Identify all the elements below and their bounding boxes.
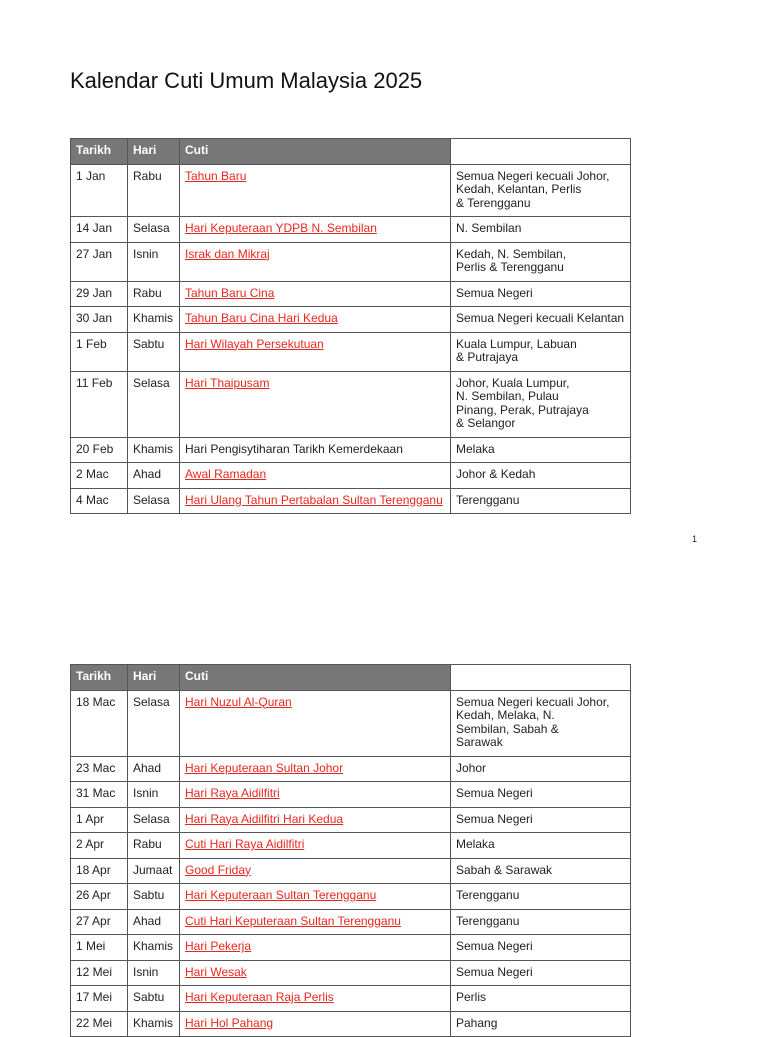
table-row	[71, 463, 631, 489]
date-text: 30 Jan	[76, 311, 113, 325]
cell-holiday	[180, 164, 451, 217]
states-text: Semua Negeri kecuali Johor, Kedah, Melaka, N. Sembilan, Sabah & Sarawak	[456, 694, 610, 749]
header-holiday: Cuti	[180, 665, 451, 691]
cell-holiday	[180, 437, 451, 463]
day-text: Jumaat	[133, 862, 173, 877]
holiday-link[interactable]: Cuti Hari Keputeraan Sultan Terengganu	[185, 913, 401, 928]
day-text: Selasa	[133, 375, 170, 390]
holiday-link[interactable]: Hari Wilayah Persekutuan	[185, 336, 324, 351]
cell-states	[451, 217, 631, 243]
header-date: Tarikh	[71, 665, 128, 691]
date-text: 20 Feb	[76, 441, 114, 456]
holiday-link[interactable]: Hari Keputeraan Raja Perlis	[185, 990, 334, 1004]
day-text: Rabu	[133, 285, 162, 300]
day-text: Khamis	[133, 939, 174, 953]
cell-day	[128, 884, 180, 910]
table-row	[71, 242, 631, 281]
date-text: 1 Feb	[76, 336, 107, 351]
date-text: 1 Apr	[76, 811, 105, 826]
page-title: Kalendar Cuti Umum Malaysia 2025	[70, 68, 423, 93]
cell-holiday	[180, 242, 451, 281]
states-text: Sabah & Sarawak	[456, 862, 553, 877]
states-text: Kedah, N. Sembilan, Perlis & Terengganu	[456, 246, 567, 274]
cell-date	[71, 807, 128, 833]
header-states	[451, 139, 631, 165]
cell-states	[451, 935, 631, 961]
holiday-link[interactable]: Hari Raya Aidilfitri	[185, 786, 280, 800]
day-text: Selasa	[133, 694, 170, 709]
cell-states	[451, 807, 631, 833]
cell-day	[128, 782, 180, 808]
date-text: 11 Feb	[76, 375, 113, 390]
cell-day	[128, 281, 180, 307]
cell-states	[451, 371, 631, 437]
table-row	[71, 884, 631, 910]
table-row	[71, 986, 631, 1012]
day-text: Khamis	[133, 1015, 174, 1030]
cell-day	[128, 488, 180, 514]
holiday-link[interactable]: Hari Hol Pahang	[185, 1015, 274, 1030]
table-row	[71, 833, 631, 859]
table-row	[71, 217, 631, 243]
date-text: 14 Jan	[76, 221, 113, 235]
header-day: Hari	[128, 665, 180, 691]
table-row	[71, 858, 631, 884]
holiday-link[interactable]: Hari Wesak	[185, 964, 247, 979]
holiday-table-1	[70, 138, 631, 514]
date-text: 2 Mac	[76, 467, 109, 481]
day-text: Selasa	[133, 492, 170, 507]
cell-holiday	[180, 909, 451, 935]
cell-date	[71, 281, 128, 307]
table-row	[71, 488, 631, 514]
cell-states	[451, 986, 631, 1012]
states-text: Melaka	[456, 441, 495, 456]
cell-date	[71, 371, 128, 437]
states-text: Semua Negeri	[456, 811, 533, 826]
holiday-link[interactable]: Good Friday	[185, 862, 252, 877]
holiday-link[interactable]: Hari Pekerja	[185, 939, 252, 953]
cell-day	[128, 807, 180, 833]
holiday-link[interactable]: Hari Keputeraan Sultan Terengganu	[185, 888, 377, 902]
cell-holiday	[180, 807, 451, 833]
table-header-row	[71, 139, 631, 165]
header-states	[451, 665, 631, 691]
cell-date	[71, 242, 128, 281]
cell-holiday	[180, 488, 451, 514]
states-text: Semua Negeri	[456, 964, 533, 979]
cell-day	[128, 833, 180, 859]
date-text: 2 Apr	[76, 837, 105, 851]
day-text: Sabtu	[133, 336, 165, 351]
cell-date	[71, 437, 128, 463]
table-row	[71, 690, 631, 756]
cell-states	[451, 690, 631, 756]
cell-day	[128, 307, 180, 333]
holiday-link[interactable]: Hari Ulang Tahun Pertabalan Sultan Terengganu	[185, 492, 443, 507]
holiday-link[interactable]: Hari Keputeraan Sultan Johor	[185, 760, 344, 775]
date-text: 12 Mei	[76, 964, 113, 979]
states-text: Terengganu	[456, 492, 520, 507]
date-text: 27 Jan	[76, 246, 113, 261]
cell-day	[128, 960, 180, 986]
cell-day	[128, 690, 180, 756]
date-text: 1 Mei	[76, 939, 106, 953]
holiday-link[interactable]: Tahun Baru Cina	[185, 285, 275, 300]
day-text: Selasa	[133, 811, 170, 826]
states-text: Semua Negeri	[456, 786, 533, 800]
cell-states	[451, 488, 631, 514]
states-text: Johor & Kedah	[456, 467, 536, 481]
cell-holiday	[180, 782, 451, 808]
cell-holiday	[180, 307, 451, 333]
states-text: Perlis	[456, 990, 487, 1004]
cell-states	[451, 858, 631, 884]
cell-day	[128, 858, 180, 884]
cell-states	[451, 242, 631, 281]
cell-holiday	[180, 371, 451, 437]
states-text: Terengganu	[456, 913, 520, 928]
day-text: Sabtu	[133, 990, 165, 1004]
states-text: Semua Negeri	[456, 939, 533, 953]
date-text: 18 Mac	[76, 694, 116, 709]
holiday-link[interactable]: Hari Raya Aidilfitri Hari Kedua	[185, 811, 344, 826]
states-text: Semua Negeri kecuali Kelantan	[456, 311, 625, 325]
table-row	[71, 371, 631, 437]
cell-holiday	[180, 463, 451, 489]
table-body	[71, 164, 631, 514]
cell-states	[451, 833, 631, 859]
cell-date	[71, 833, 128, 859]
cell-date	[71, 858, 128, 884]
cell-date	[71, 332, 128, 371]
cell-states	[451, 463, 631, 489]
cell-states	[451, 960, 631, 986]
cell-day	[128, 909, 180, 935]
table-row	[71, 935, 631, 961]
table-row	[71, 281, 631, 307]
cell-states	[451, 437, 631, 463]
cell-states	[451, 332, 631, 371]
cell-states	[451, 756, 631, 782]
cell-day	[128, 756, 180, 782]
table-row	[71, 756, 631, 782]
cell-date	[71, 782, 128, 808]
day-text: Isnin	[133, 786, 159, 800]
table-row	[71, 960, 631, 986]
table-row	[71, 782, 631, 808]
cell-states	[451, 164, 631, 217]
holiday-link[interactable]: Hari Thaipusam	[185, 375, 270, 390]
cell-date	[71, 307, 128, 333]
day-text: Ahad	[133, 760, 162, 775]
date-text: 23 Mac	[76, 760, 116, 775]
states-text: N. Sembilan	[456, 221, 522, 235]
states-text: Johor, Kuala Lumpur, N. Sembilan, Pulau Pinang, Perak, Putrajaya & Selangor	[456, 375, 589, 430]
table-row	[71, 909, 631, 935]
cell-date	[71, 164, 128, 217]
cell-states	[451, 281, 631, 307]
cell-holiday	[180, 217, 451, 243]
day-text: Sabtu	[133, 888, 165, 902]
day-text: Isnin	[133, 246, 159, 261]
cell-states	[451, 884, 631, 910]
cell-date	[71, 217, 128, 243]
table-body	[71, 690, 631, 1037]
date-text: 1 Jan	[76, 168, 106, 183]
date-text: 27 Apr	[76, 913, 111, 928]
date-text: 17 Mei	[76, 990, 113, 1004]
date-text: 4 Mac	[76, 492, 109, 507]
table-header-row	[71, 665, 631, 691]
states-text: Johor	[456, 760, 487, 775]
cell-day	[128, 437, 180, 463]
cell-day	[128, 217, 180, 243]
day-text: Khamis	[133, 311, 174, 325]
cell-day	[128, 164, 180, 217]
holiday-link[interactable]: Tahun Baru Cina Hari Kedua	[185, 311, 338, 325]
table-row	[71, 307, 631, 333]
holiday-link[interactable]: Cuti Hari Raya Aidilfitri	[185, 837, 305, 851]
date-text: 26 Apr	[76, 888, 111, 902]
day-text: Isnin	[133, 964, 159, 979]
header-holiday: Cuti	[180, 139, 451, 165]
cell-states	[451, 909, 631, 935]
holiday-table-2	[70, 664, 631, 1037]
cell-holiday	[180, 858, 451, 884]
table-row	[71, 807, 631, 833]
cell-day	[128, 986, 180, 1012]
states-text: Semua Negeri kecuali Johor, Kedah, Kelantan, Perlis & Terengganu	[456, 168, 610, 210]
holiday-link[interactable]: Tahun Baru	[185, 168, 247, 183]
cell-date	[71, 690, 128, 756]
cell-states	[451, 782, 631, 808]
header-date: Tarikh	[71, 139, 128, 165]
cell-holiday	[180, 884, 451, 910]
states-text: Semua Negeri	[456, 285, 533, 300]
cell-day	[128, 463, 180, 489]
cell-day	[128, 935, 180, 961]
holiday-link[interactable]: Hari Keputeraan YDPB N. Sembilan	[185, 221, 377, 235]
cell-date	[71, 986, 128, 1012]
cell-states	[451, 307, 631, 333]
cell-date	[71, 756, 128, 782]
cell-holiday	[180, 332, 451, 371]
cell-day	[128, 371, 180, 437]
header-day: Hari	[128, 139, 180, 165]
day-text: Ahad	[133, 913, 162, 928]
page-number: 1	[692, 534, 698, 544]
cell-day	[128, 242, 180, 281]
holiday-link[interactable]: Hari Nuzul Al-Quran	[185, 694, 292, 709]
holiday-link[interactable]: Israk dan Mikraj	[185, 246, 270, 261]
cell-holiday	[180, 960, 451, 986]
cell-holiday	[180, 690, 451, 756]
day-text: Rabu	[133, 168, 162, 183]
day-text: Ahad	[133, 467, 162, 481]
cell-date	[71, 463, 128, 489]
states-text: Pahang	[456, 1015, 498, 1030]
cell-date	[71, 488, 128, 514]
holiday-link[interactable]: Awal Ramadan	[185, 467, 267, 481]
day-text: Khamis	[133, 441, 174, 456]
date-text: 29 Jan	[76, 285, 113, 300]
day-text: Rabu	[133, 837, 162, 851]
states-text: Melaka	[456, 837, 495, 851]
holiday-text: Hari Pengisytiharan Tarikh Kemerdekaan	[185, 441, 403, 456]
cell-day	[128, 332, 180, 371]
date-text: 22 Mei	[76, 1015, 113, 1030]
cell-holiday	[180, 756, 451, 782]
table-row	[71, 332, 631, 371]
cell-date	[71, 960, 128, 986]
cell-holiday	[180, 935, 451, 961]
date-text: 18 Apr	[76, 862, 111, 877]
cell-date	[71, 884, 128, 910]
date-text: 31 Mac	[76, 786, 116, 800]
cell-date	[71, 909, 128, 935]
cell-holiday	[180, 833, 451, 859]
states-text: Kuala Lumpur, Labuan & Putrajaya	[456, 336, 577, 364]
cell-holiday	[180, 281, 451, 307]
table-row	[71, 164, 631, 217]
states-text: Terengganu	[456, 888, 520, 902]
cell-date	[71, 935, 128, 961]
table-row	[71, 437, 631, 463]
cell-holiday	[180, 986, 451, 1012]
day-text: Selasa	[133, 221, 170, 235]
